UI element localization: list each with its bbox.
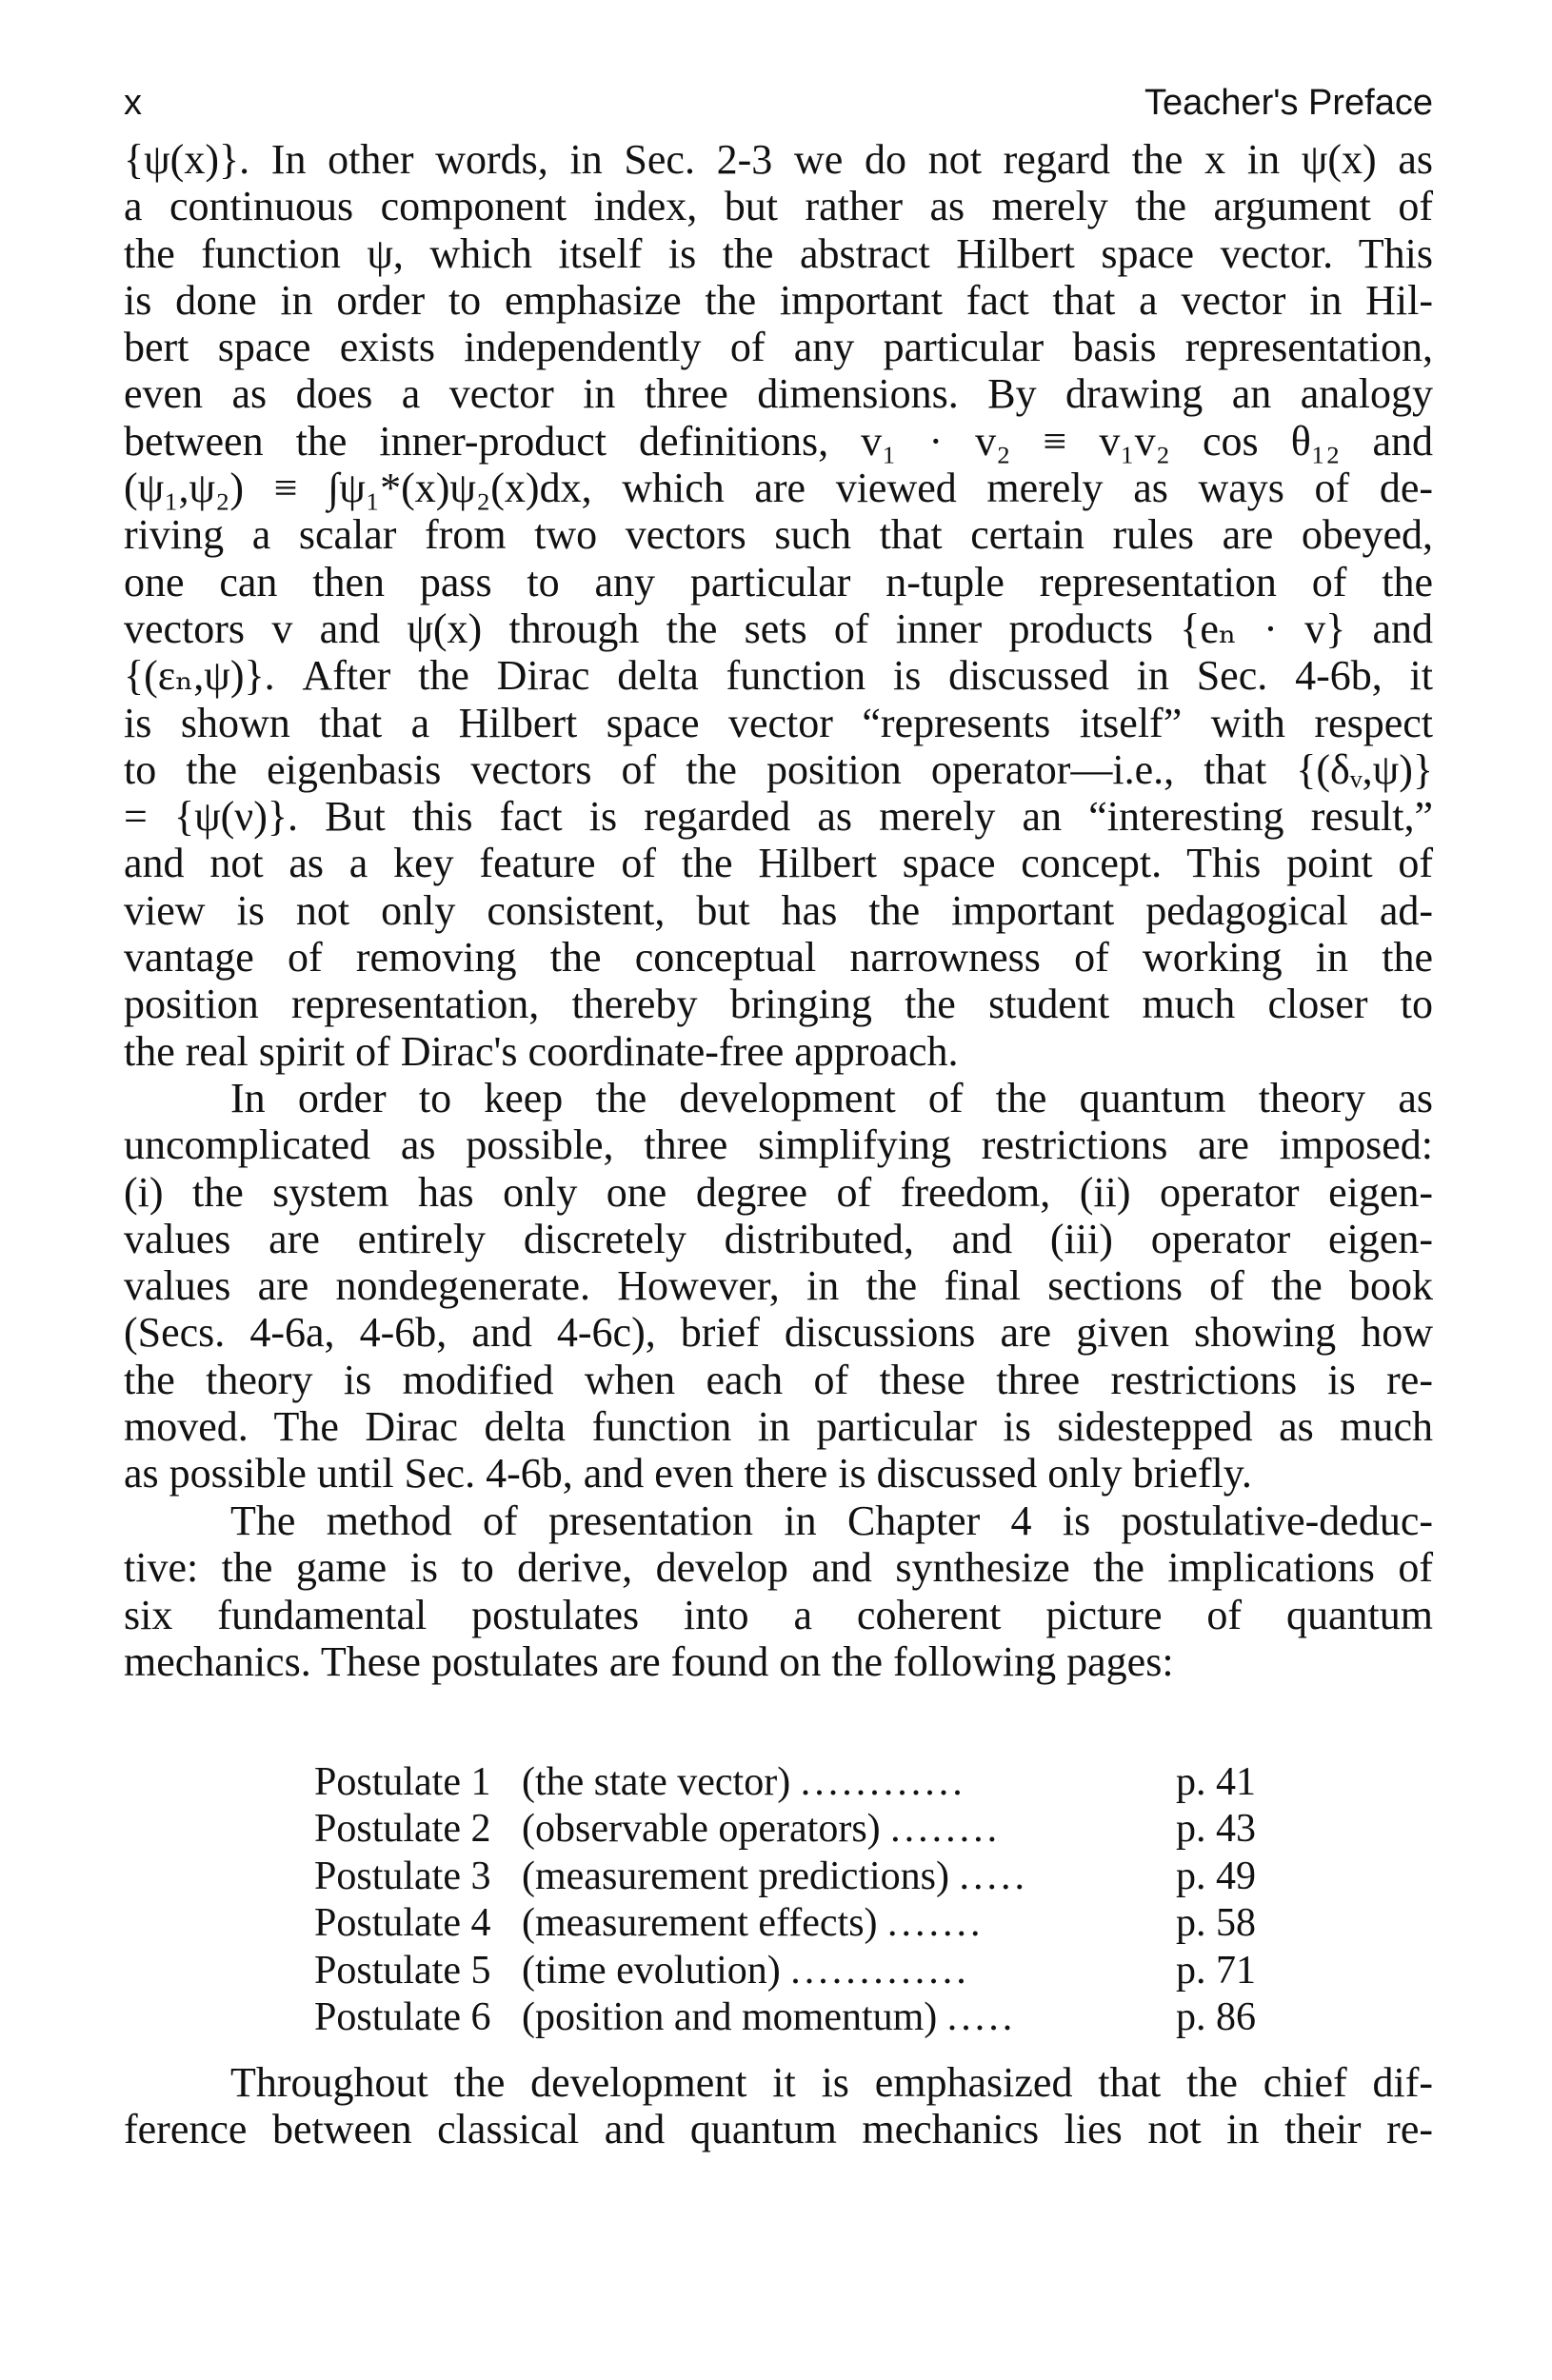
postulate-entry — [314, 1900, 1266, 1947]
text-line: riving a scalar from two vectors such that certain rules are obeyed, — [124, 511, 1433, 559]
text-line: mechanics. These postulates are found on the following pages: — [124, 1637, 1174, 1685]
text-line: (i) the system has only one degree of freedom, (ii) operator eigen- — [124, 1168, 1433, 1216]
postulate-entry — [314, 1948, 1266, 1994]
text-line: is shown that a Hilbert space vector “represents itself” with respect — [124, 699, 1433, 746]
postulate-entry — [314, 1854, 1266, 1900]
postulate-desc: (observable operators) — [522, 1807, 881, 1852]
text-line: view is not only consistent, but has the important pedagogical ad- — [124, 886, 1433, 934]
dot-leader: ....... — [887, 1901, 985, 1946]
postulate-desc: (measurement predictions) — [522, 1854, 949, 1898]
page-number: x — [124, 83, 142, 123]
page-header — [124, 74, 1433, 131]
text-line: is done in order to emphasize the important fact that a vector in Hil- — [124, 276, 1433, 324]
postulate-entry — [314, 1994, 1266, 2041]
text-line: = {ψ(ν)}. But this fact is regarded as merely an “interesting result,” — [124, 793, 1433, 841]
text-line: The method of presentation in Chapter 4 is postulative-deduc- — [230, 1497, 1433, 1544]
text-line: and not as a key feature of the Hilbert space concept. This point of — [124, 840, 1433, 887]
text-line: the theory is modified when each of these three restrictions is re- — [124, 1356, 1433, 1403]
postulate-name: Postulate 3 — [314, 1854, 491, 1898]
paragraph-restrictions — [124, 1075, 1433, 1497]
text-line: values are entirely discretely distributed, and (iii) operator eigen- — [124, 1215, 1433, 1262]
postulate-name: Postulate 2 — [314, 1807, 491, 1852]
postulate-page: p. 58 — [1176, 1901, 1256, 1946]
text-line: ference between classical and quantum mechanics lies not in their re- — [124, 2106, 1433, 2153]
text-line: between the inner-product definitions, v₁ · v₂ ≡ v₁v₂ cos θ₁₂ and — [124, 417, 1433, 465]
postulate-desc: (time evolution) — [522, 1948, 781, 1993]
text-line: uncomplicated as possible, three simplifying restrictions are imposed: — [124, 1121, 1433, 1169]
text-line: vectors v and ψ(x) through the sets of inner products {eₙ · v} and — [124, 605, 1433, 652]
text-line: (ψ₁,ψ₂) ≡ ∫ψ₁*(x)ψ₂(x)dx, which are viewed merely as ways of de- — [124, 465, 1433, 512]
text-line: bert space exists independently of any particular basis representation, — [124, 324, 1433, 371]
running-title: Teacher's Preface — [1144, 83, 1433, 123]
text-line: {ψ(x)}. In other words, in Sec. 2-3 we do not regard the x in ψ(x) as — [124, 136, 1433, 183]
paragraph-method — [124, 1497, 1433, 1685]
dot-leader: ............. — [790, 1948, 970, 1993]
dot-leader: ............ — [800, 1760, 966, 1804]
text-line: (Secs. 4-6a, 4-6b, and 4-6c), brief discussions are given showing how — [124, 1309, 1433, 1357]
postulate-name: Postulate 5 — [314, 1948, 491, 1993]
text-line: moved. The Dirac delta function in particular is sidestepped as much — [124, 1403, 1433, 1451]
dot-leader: ..... — [946, 1994, 1017, 2039]
text-line: In order to keep the development of the quantum theory as — [230, 1075, 1433, 1121]
text-line: {(εₙ,ψ)}. After the Dirac delta function is discussed in Sec. 4-6b, it — [124, 652, 1433, 700]
text-line: vantage of removing the conceptual narrowness of working in the — [124, 934, 1433, 982]
postulates-list — [314, 1759, 1266, 2041]
postulate-page: p. 41 — [1176, 1760, 1256, 1804]
paragraph-throughout — [124, 2059, 1433, 2153]
text-line: even as does a vector in three dimensions. By drawing an analogy — [124, 370, 1433, 418]
text-line: six fundamental postulates into a coherent picture of quantum — [124, 1591, 1433, 1638]
postulate-desc: (the state vector) — [522, 1760, 791, 1804]
postulate-name: Postulate 1 — [314, 1760, 491, 1804]
postulate-page: p. 49 — [1176, 1854, 1256, 1898]
paragraph-hilbert-space — [124, 136, 1433, 1075]
text-line: values are nondegenerate. However, in the final sections of the book — [124, 1262, 1433, 1310]
postulate-entry — [314, 1759, 1266, 1806]
text-line: tive: the game is to derive, develop and synthesize the implications of — [124, 1544, 1433, 1592]
text-line: position representation, thereby bringing the student much closer to — [124, 981, 1433, 1028]
text-line: one can then pass to any particular n-tuple representation of the — [124, 558, 1433, 605]
dot-leader: ........ — [890, 1807, 1002, 1852]
postulate-page: p. 43 — [1176, 1807, 1256, 1852]
text-line: to the eigenbasis vectors of the position operator—i.e., that {(δᵥ,ψ)} — [124, 745, 1433, 793]
text-line: the function ψ, which itself is the abstract Hilbert space vector. This — [124, 229, 1433, 277]
postulate-page: p. 71 — [1176, 1948, 1256, 1993]
text-line: the real spirit of Dirac's coordinate-free approach. — [124, 1027, 959, 1075]
postulate-page: p. 86 — [1176, 1994, 1256, 2039]
postulate-desc: (position and momentum) — [522, 1994, 938, 2039]
postulate-desc: (measurement effects) — [522, 1901, 878, 1946]
dot-leader: ..... — [959, 1854, 1028, 1898]
text-line: as possible until Sec. 4-6b, and even there is discussed only briefly. — [124, 1450, 1252, 1497]
postulate-entry — [314, 1806, 1266, 1853]
text-line: a continuous component index, but rather as merely the argument of — [124, 183, 1433, 230]
text-line: Throughout the development it is emphasized that the chief dif- — [230, 2059, 1433, 2106]
postulate-name: Postulate 4 — [314, 1901, 491, 1946]
postulate-name: Postulate 6 — [314, 1994, 491, 2039]
